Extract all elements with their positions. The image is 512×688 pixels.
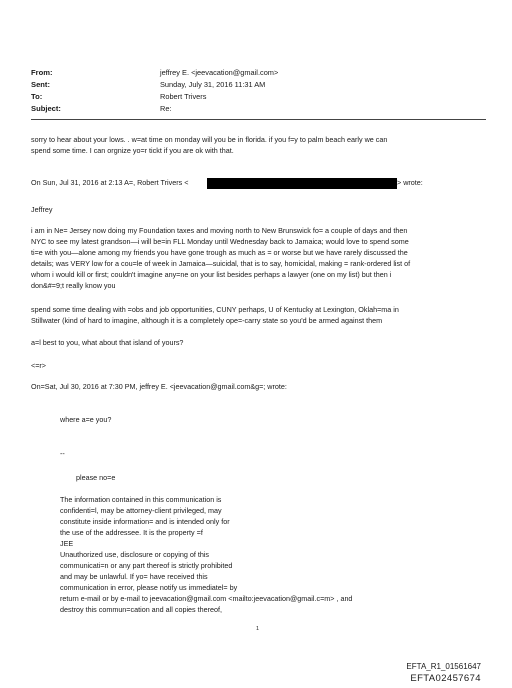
please-note: please no=e <box>76 473 116 482</box>
disclaimer-line-1: The information contained in this communication is <box>60 495 222 504</box>
disclaimer-line-11: destroy this commun=cation and all copies thereof, <box>60 605 223 614</box>
to-value: Robert Trivers <box>160 92 207 101</box>
disclaimer-line-5: JEE <box>60 539 74 548</box>
para1-line-5: whom i would kill or first; couldn't imagine any=ne on your list besides perhaps a lawyer (one on my list) but then i <box>31 270 392 279</box>
para1-line-3: ti=e with you—alone among my friends you have gone trough as much as = or worse but we have rarely discussed the <box>31 248 408 257</box>
subject-label: Subject: <box>31 104 61 113</box>
where-line: where a=e you? <box>60 415 112 424</box>
br-tag-text: <=r> <box>31 361 46 370</box>
from-value: jeffrey E. <jeevacation@gmail.com> <box>160 68 279 77</box>
disclaimer-line-6: Unauthorized use, disclosure or copying of this <box>60 550 210 559</box>
redaction-box <box>207 178 397 189</box>
subject-value: Re: <box>160 104 172 113</box>
reply-line-1: sorry to hear about your lows. . w=at time on monday will you be in florida. if you f=y to palm beach early we can <box>31 135 388 144</box>
disclaimer-line-7: communicati=n or any part thereof is strictly prohibited <box>60 561 233 570</box>
para1-line-1: i am in Ne= Jersey now doing my Foundation taxes and moving north to New Brunswick fo= a couple of days and then <box>31 226 408 235</box>
to-label: To: <box>31 92 43 101</box>
footer-id-2: EFTA02457674 <box>410 673 481 684</box>
quote2-header: On=Sat, Jul 30, 2016 at 7:30 PM, jeffrey E. <jeevacation@gmail.com&g=; wrote: <box>31 382 287 391</box>
para2-line-1: spend some time dealing with =obs and job opportunities, CUNY perhaps, U of Kentucky at Lexington, Oklah=ma in <box>31 305 399 314</box>
disclaimer-line-4: the use of the addressee. It is the property =f <box>60 528 203 537</box>
quote-header-prefix: On Sun, Jul 31, 2016 at 2:13 A=, Robert Trivers < <box>31 178 189 187</box>
signature-dashes: -- <box>60 449 65 458</box>
sent-value: Sunday, July 31, 2016 11:31 AM <box>160 80 266 89</box>
greeting: Jeffrey <box>31 205 53 214</box>
para1-line-6: don&#=9;t really know you <box>31 281 116 290</box>
disclaimer-line-10: return e-mail or by e-mail to jeevacation@gmail.com <mailto:jeevacation@gmail.c=m> , and <box>60 594 353 603</box>
disclaimer-line-9: communication in error, please notify us immediatel= by <box>60 583 238 592</box>
para2-line-2: Stillwater (kind of hard to imagine, although it is a completely ope=-carry state so you'd be armed against them <box>31 316 383 325</box>
closing-line: a=l best to you, what about that island of yours? <box>31 338 184 347</box>
disclaimer-line-8: and may be unlawful. If yo= have received this <box>60 572 208 581</box>
quote-header-suffix: > wrote: <box>397 178 423 187</box>
header-divider <box>31 119 486 120</box>
page-number: 1 <box>256 626 260 632</box>
footer-id-1: EFTA_R1_01561647 <box>406 662 481 671</box>
para1-line-2: NYC to see my latest grandson—i will be=in FLL Monday until Wednesday back to Jamaica; would love to spend some <box>31 237 409 246</box>
sent-label: Sent: <box>31 80 50 89</box>
disclaimer-line-2: confidenti=l, may be attorney-client privileged, may <box>60 506 222 515</box>
disclaimer-line-3: constitute inside information= and is intended only for <box>60 517 230 526</box>
para1-line-4: details; was VERY low for a cou=le of week in Jamaica—suicidal, that is to say, homicidal, making = rank-ordered list of <box>31 259 411 268</box>
from-label: From: <box>31 68 53 77</box>
reply-line-2: spend some time. I can orgnize yo=r tickt if you are ok with that. <box>31 146 234 155</box>
